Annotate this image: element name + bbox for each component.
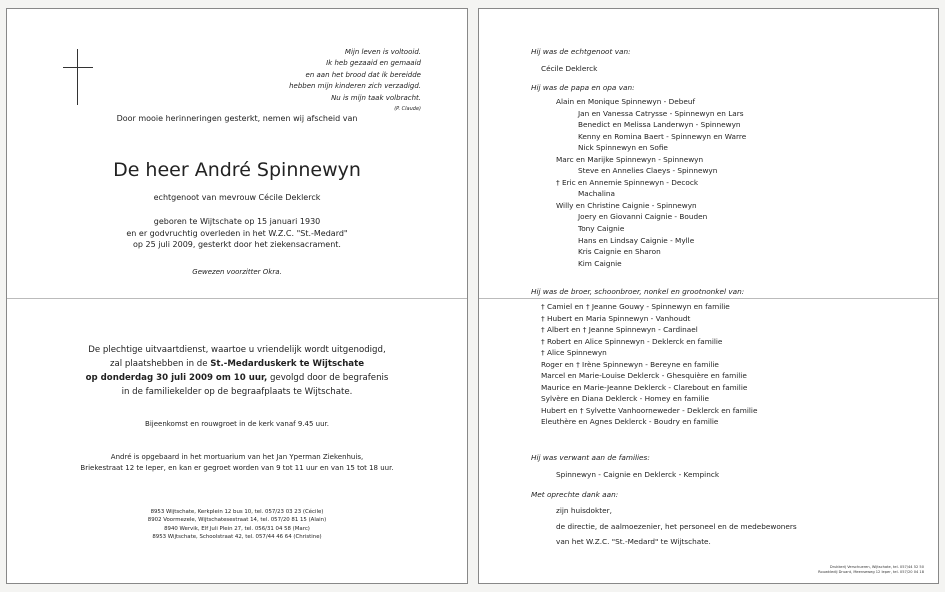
family-item: Kim Caignie <box>578 258 622 268</box>
family-item: Kenny en Romina Baert - Spinnewyn en Warre <box>578 131 747 141</box>
sibling-item: Maurice en Marie-Jeanne Deklerck - Clarebout en familie <box>541 382 748 392</box>
heading-siblings: Hij was de broer, schoonbroer, nonkel en grootnonkel van: <box>531 287 745 296</box>
sibling-item: † Alice Spinnewyn <box>541 348 607 358</box>
poem <box>289 47 421 115</box>
poem-line: Mijn leven is voltooid. <box>344 48 421 56</box>
related-families: Spinnewyn - Caignie en Deklerck - Kempinck <box>556 470 720 479</box>
deceased-name: De heer André Spinnewyn <box>113 159 361 181</box>
family-item: Steve en Annelies Claeys - Spinnewyn <box>578 166 718 176</box>
address-line: 8953 Wijtschate, Kerkplein 12 bus 10, tel. 057/23 03 23 (Cécile) <box>150 509 324 515</box>
family-item: Kris Caignie en Sharon <box>578 247 661 257</box>
family-item: Nick Spinnewyn en Sofie <box>578 143 668 153</box>
thanks-item: de directie, de aalmoezenier, het personeel en de medebewoners <box>556 521 797 531</box>
church-name: St.-Medarduskerk te Wijtschate <box>210 359 365 369</box>
sibling-item: † Hubert en Maria Spinnewyn - Vanhoudt <box>541 313 691 323</box>
fold-line <box>479 298 938 299</box>
sibling-item: † Camiel en † Jeanne Gouwy - Spinnewyn en familie <box>541 302 730 311</box>
birth-line: en er godvruchtig overleden in het W.Z.C. "St.-Medard" <box>126 228 348 238</box>
address-line: 8940 Wervik, Elf Juli Plein 27, tel. 056/31 04 58 (Marc) <box>164 525 310 532</box>
poem-line: Nu is mijn taak volbracht. <box>331 93 421 102</box>
sibling-item: † Albert en † Jeanne Spinnewyn - Cardinael <box>541 325 698 335</box>
thanks-item: van het W.Z.C. "St.-Medard" te Wijtschate. <box>556 537 711 546</box>
cross-icon-bar <box>63 67 93 68</box>
funeral-line: in de familiekelder op de begraafplaats te Wijtschate. <box>121 387 353 397</box>
sibling-item: † Robert en Alice Spinnewyn - Deklerck en familie <box>541 336 723 346</box>
left-page <box>6 8 468 584</box>
birth-line: op 25 juli 2009, gesterkt door het ziekensacrament. <box>133 240 341 250</box>
poem-line: hebben mijn kinderen zich verzadigd. <box>289 82 421 91</box>
heading-related: Hij was verwant aan de families: <box>531 453 650 462</box>
gathering-text: Bijeenkomst en rouwgroet in de kerk vanaf 9.45 uur. <box>145 420 329 428</box>
funeral-text: zal plaatshebben in de <box>109 359 211 369</box>
printer-credits <box>818 565 924 575</box>
intro-text: Door mooie herinneringen gesterkt, nemen wij afscheid van <box>116 114 358 123</box>
heading-spouse: Hij was de echtgenoot van: <box>531 47 631 56</box>
poem-line: Ik heb gezaaid en gemaaid <box>326 59 421 68</box>
family-item: † Eric en Annemie Spinnewyn - Decock <box>556 177 699 187</box>
thanks-item: zijn huisdokter, <box>556 506 612 515</box>
family-item: Benedict en Melissa Landerwyn - Spinnewyn <box>578 120 741 130</box>
family-item: Jan en Vanessa Catrysse - Spinnewyn en Lars <box>578 108 744 118</box>
birth-line: geboren te Wijtschate op 15 januari 1930 <box>153 217 321 226</box>
mortuary-line: André is opgebaard in het mortuarium van het Jan Yperman Ziekenhuis, <box>110 453 364 461</box>
fold-line <box>7 298 467 299</box>
address-line: 8953 Wijtschate, Schoolstraat 42, tel. 057/44 46 64 (Christine) <box>152 534 322 541</box>
sibling-item: Marcel en Marie-Louise Deklerck - Ghesquière en familie <box>541 371 747 381</box>
family-item: Marc en Marijke Spinnewyn - Spinnewyn <box>556 154 704 164</box>
siblings-list <box>541 301 757 428</box>
printer-line: Drukkerij Verschueren, Wijtschate, tel. 057/44 52 50 <box>829 565 924 569</box>
funeral-text: gevolgd door de begrafenis <box>267 373 389 383</box>
printer-line: Rouwkledij Druant, Meenseweg 12 Ieper, tel. 057/20 04 18 <box>818 570 924 574</box>
poem-author: (P. Claude) <box>394 106 421 113</box>
funeral-line: De plechtige uitvaartdienst, waartoe u vriendelijk wordt uitgenodigd, <box>88 345 386 355</box>
funeral-info <box>7 343 467 399</box>
spouse-name: Cécile Deklerck <box>541 64 598 73</box>
mortuary-info <box>7 452 467 474</box>
address-line: 8902 Voormezele, Wijtschatesestraat 14, tel. 057/20 81 15 (Alain) <box>147 517 327 524</box>
sibling-item: Roger en † Irène Spinnewyn - Bereyne en familie <box>541 359 719 369</box>
right-page <box>478 8 939 584</box>
former-role: Gewezen voorzitter Okra. <box>192 268 282 276</box>
mortuary-line: Briekestraat 12 te Ieper, en kan er gegroet worden van 9 tot 11 uur en van 15 tot 18 uur. <box>80 464 394 472</box>
poem-line: en aan het brood dat ik bereidde <box>305 70 421 79</box>
family-item: Hans en Lindsay Caignie - Mylle <box>578 235 695 245</box>
funeral-line <box>7 371 467 385</box>
cross-icon <box>77 49 78 105</box>
birth-info <box>7 216 467 251</box>
heading-grandchildren: Hij was de papa en opa van: <box>531 83 635 92</box>
family-item: Machalina <box>578 189 616 199</box>
spouse-line: echtgenoot van mevrouw Cécile Deklerck <box>153 193 321 202</box>
family-item: Tony Caignie <box>578 224 625 234</box>
family-list <box>479 96 746 269</box>
heading-thanks: Met oprechte dank aan: <box>531 490 619 499</box>
funeral-date: op donderdag 30 juli 2009 om 10 uur, <box>85 373 268 383</box>
family-item: Alain en Monique Spinnewyn - Debeuf <box>556 97 696 106</box>
funeral-line <box>7 357 467 371</box>
family-item: Willy en Christine Caignie - Spinnewyn <box>556 200 697 210</box>
sibling-item: Sylvère en Diana Deklerck - Homey en familie <box>541 394 709 404</box>
family-item: Joery en Giovanni Caignie - Bouden <box>578 212 708 222</box>
addresses <box>7 508 467 542</box>
sibling-item: Eleuthère en Agnes Deklerck - Boudry en familie <box>541 417 719 427</box>
thanks-list <box>556 503 797 550</box>
sibling-item: Hubert en † Sylvette Vanhoorneweder - Deklerck en familie <box>541 405 758 415</box>
